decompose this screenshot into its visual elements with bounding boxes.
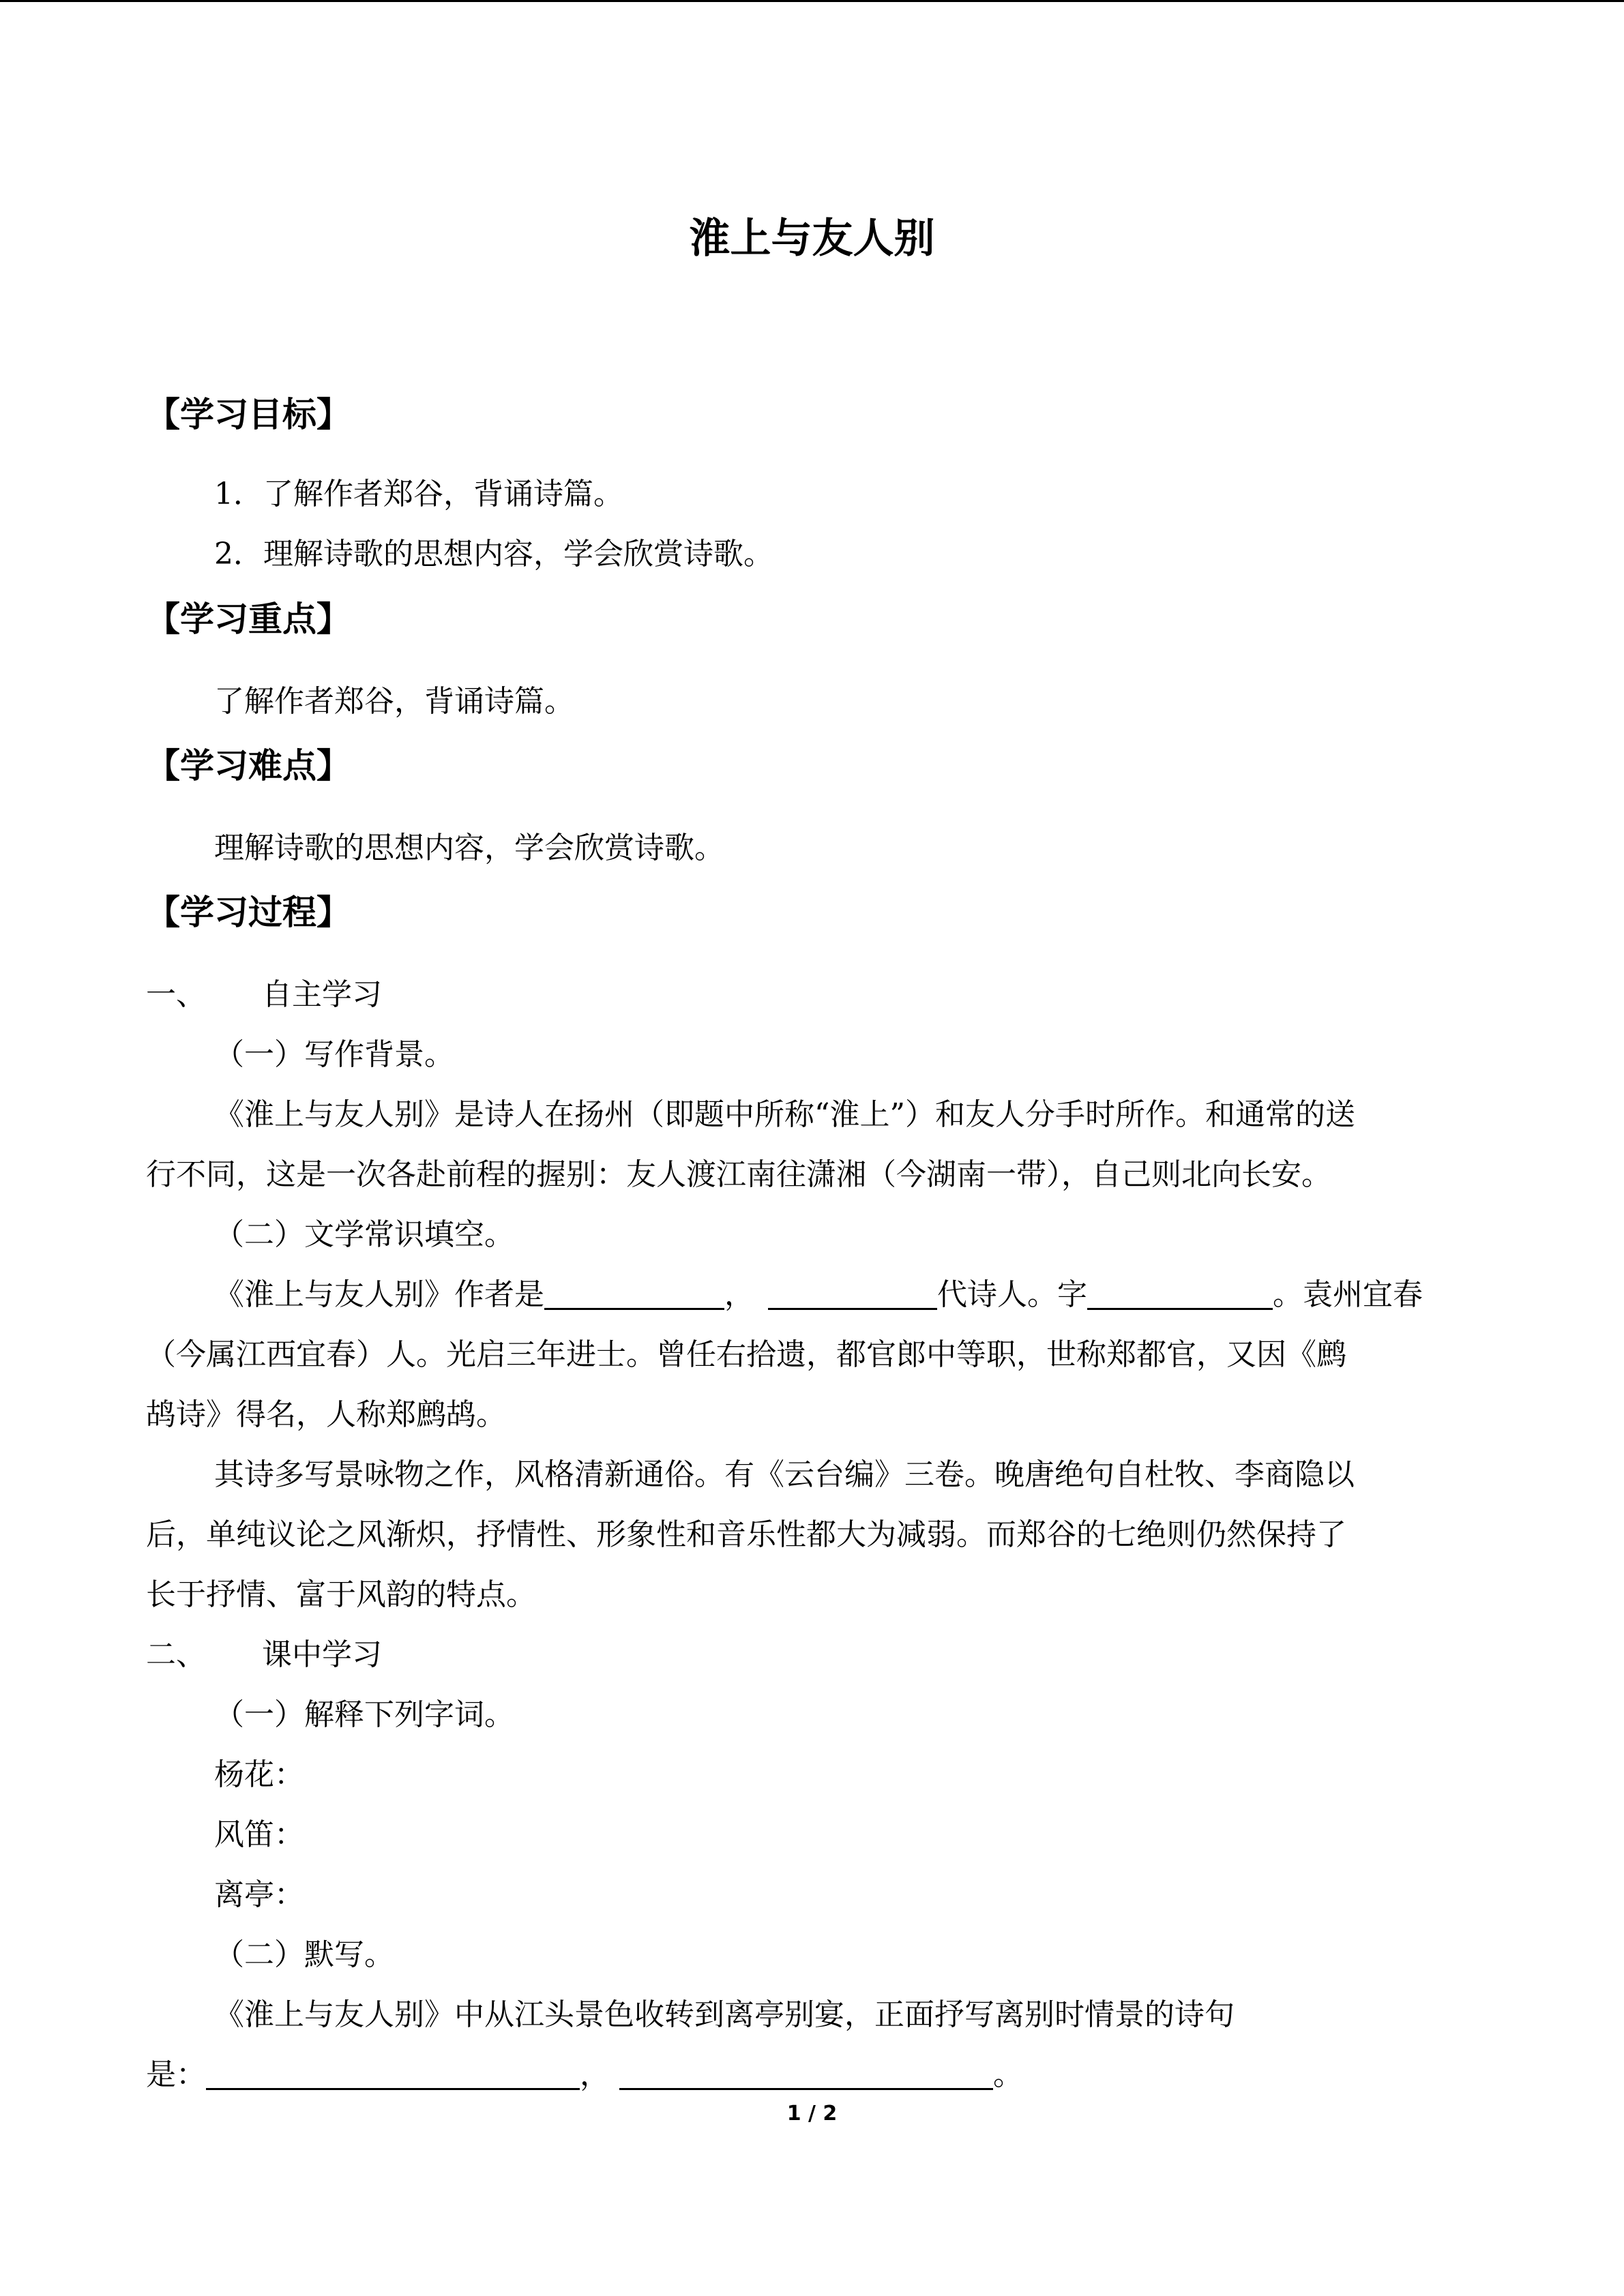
courtesy-name-blank[interactable] (1087, 1274, 1273, 1310)
goal-item-1: 1．了解作者郑谷，背诵诗篇。 (214, 477, 623, 511)
part1-label: 自主学习 (262, 977, 382, 1012)
page-top-border (0, 0, 1624, 2)
focus-heading: 【学习重点】 (146, 599, 351, 639)
part2-number: 二、 (146, 1637, 206, 1672)
dictation-blank-1[interactable] (206, 2054, 580, 2090)
part1-heading (146, 970, 382, 1019)
term-liting: 离亭： (214, 1877, 304, 1912)
goals-heading: 【学习目标】 (146, 395, 351, 434)
term-fengdi: 风笛： (214, 1817, 304, 1852)
fill-text-a: 《淮上与友人别》作者是 (214, 1277, 544, 1312)
page-number: 1 / 2 (786, 2102, 838, 2126)
part1-sub1: （一）写作背景。 (214, 1037, 454, 1072)
difficulty-heading: 【学习难点】 (146, 746, 351, 786)
background-line-2: 行不同，这是一次各赴前程的握别：友人渡江南往潇湘（今湖南一带），自己则北向长安。 (146, 1157, 1331, 1192)
fill-in-line-3: 鸪诗》得名，人称郑鹧鸪。 (146, 1397, 506, 1432)
background-line-1: 《淮上与友人别》是诗人在扬州（即题中所称“淮上”）和友人分手时所作。和通常的送 (214, 1097, 1355, 1132)
dictation-comma: ， (580, 2057, 610, 2092)
dictation-blank-2[interactable] (619, 2054, 993, 2090)
poetry-style-line-2: 后，单纯议论之风渐炽，抒情性、形象性和音乐性都大为减弱。而郑谷的七绝则仍然保持了 (146, 1517, 1346, 1552)
fill-text-d: 。袁州宜春 (1273, 1277, 1423, 1312)
author-name-blank[interactable] (544, 1274, 724, 1310)
focus-text: 了解作者郑谷，背诵诗篇。 (214, 684, 574, 719)
dictation-prompt: 《淮上与友人别》中从江头景色收转到离亭别宴，正面抒写离别时情景的诗句 (214, 1997, 1235, 2032)
dictation-end: 。 (993, 2057, 1023, 2092)
difficulty-text: 理解诗歌的思想内容，学会欣赏诗歌。 (214, 831, 724, 865)
part1-sub2: （二）文学常识填空。 (214, 1217, 514, 1252)
part2-sub1: （一）解释下列字词。 (214, 1697, 514, 1732)
fill-in-line-2: （今属江西宜春）人。光启三年进士。曾任右拾遗，都官郎中等职，世称郑都官，又因《鹧 (146, 1337, 1346, 1372)
part1-number: 一、 (146, 977, 206, 1012)
document-title: 淮上与友人别 (689, 215, 935, 263)
dictation-answer-line (146, 2051, 1023, 2100)
term-yanghua: 杨花： (214, 1757, 304, 1792)
fill-text-b: ， (724, 1277, 754, 1312)
part2-sub2: （二）默写。 (214, 1937, 394, 1972)
dynasty-blank[interactable] (768, 1274, 937, 1310)
fill-in-line-1 (214, 1270, 1423, 1320)
fill-text-c: 代诗人。字 (937, 1277, 1087, 1312)
process-heading: 【学习过程】 (146, 893, 351, 932)
goal-item-2: 2．理解诗歌的思想内容，学会欣赏诗歌。 (214, 537, 773, 571)
poetry-style-line-1: 其诗多写景咏物之作，风格清新通俗。有《云台编》三卷。晚唐绝句自杜牧、李商隐以 (214, 1457, 1355, 1492)
dictation-prefix: 是： (146, 2057, 206, 2092)
part2-heading (146, 1630, 382, 1680)
poetry-style-line-3: 长于抒情、富于风韵的特点。 (146, 1577, 536, 1612)
part2-label: 课中学习 (262, 1637, 382, 1672)
